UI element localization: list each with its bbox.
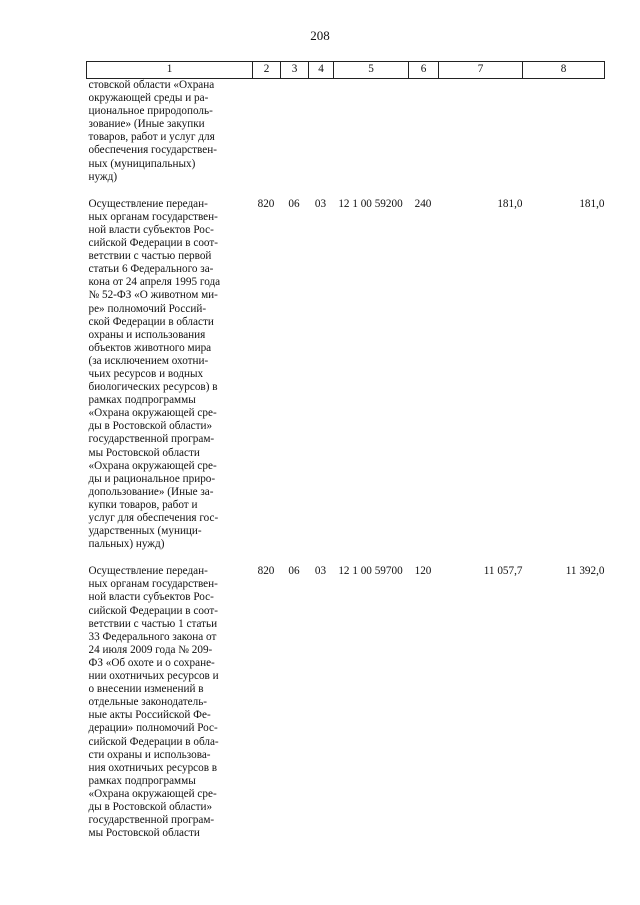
row-section-code	[281, 79, 309, 184]
table-header-row	[87, 62, 605, 79]
row-description: Осуществление передан- ных органам государствен- ной власти субъектов Рос- сийской Федерации в соот- ветствии с частью первой статьи 6 Федерального за- кона от 24 апреля 1995 года № 52-ФЗ «О животном ми- ре» полномочий Россий- ской Федерации в области охраны и использования объектов животного мира (за исключением охотни- чьих ресурсов и водных биологических ресурсов) в рамках подпрограммы «Охрана окружающей сре- ды в Ростовской области» государственной програм- мы Ростовской области «Охрана окружающей сре- ды и рациональное приро- допользование» (Иные за- купки товаров, работ и услуг для обеспечения гос- ударственных (муници- пальных) нужд)	[88, 197, 221, 551]
column-header-8: 8	[523, 62, 605, 79]
row-amount-2: 11 392,0	[565, 565, 605, 578]
column-header-4: 4	[309, 62, 334, 79]
row-description: стовской области «Охрана окружающей среды и ра- циональное природополь- зование» (Иные закупки товаров, работ и услуг для обеспечения государствен- ных (муниципальных) нужд)	[88, 79, 217, 183]
row-section-code: 06	[288, 565, 300, 578]
column-header-7: 7	[439, 62, 523, 79]
table-row	[87, 198, 605, 552]
row-ministry-code: 820	[257, 197, 275, 210]
row-target-code: 12 1 00 59700	[338, 565, 403, 578]
row-subsection-code: 03	[314, 197, 327, 210]
column-header-1: 1	[87, 62, 253, 79]
row-amount-1: 11 057,7	[483, 565, 523, 578]
row-section-code: 06	[288, 197, 300, 210]
row-amount-2: 181,0	[579, 197, 605, 210]
column-header-5: 5	[334, 62, 409, 79]
budget-table	[86, 61, 605, 840]
row-subsection-code: 03	[314, 565, 327, 578]
row-expense-type: 120	[414, 565, 432, 578]
table-row	[87, 565, 605, 840]
row-target-code	[334, 79, 409, 184]
row-ministry-code	[253, 79, 281, 184]
row-amount-1: 181,0	[497, 197, 523, 210]
table-row	[87, 79, 605, 184]
column-header-3: 3	[281, 62, 309, 79]
row-subsection-code	[309, 79, 334, 184]
row-expense-type	[409, 79, 439, 184]
column-header-6: 6	[409, 62, 439, 79]
column-header-2: 2	[253, 62, 281, 79]
row-expense-type: 240	[414, 197, 432, 210]
row-amount-1	[439, 79, 523, 184]
page-number: 208	[310, 28, 330, 43]
row-spacer	[87, 184, 605, 198]
row-target-code: 12 1 00 59200	[338, 197, 403, 210]
row-amount-2	[523, 79, 605, 184]
row-description: Осуществление передан- ных органам государствен- ной власти субъектов Рос- сийской Федерации в соот- ветствии с частью 1 статьи 33 Федерального закона от 24 июля 2009 года № 209- ФЗ «Об охоте и о сохране- нии охотничьих ресурсов и о внесении изменений в отдельные законодатель- ные акты Российской Фе- дерации» полномочий Рос- сийской Федерации в обла- сти охраны и использова- ния охотничьих ресурсов в рамках подпрограммы «Охрана окружающей сре- ды в Ростовской области» государственной програм- мы Ростовской области	[88, 565, 219, 840]
row-ministry-code: 820	[257, 565, 275, 578]
row-spacer	[87, 551, 605, 565]
